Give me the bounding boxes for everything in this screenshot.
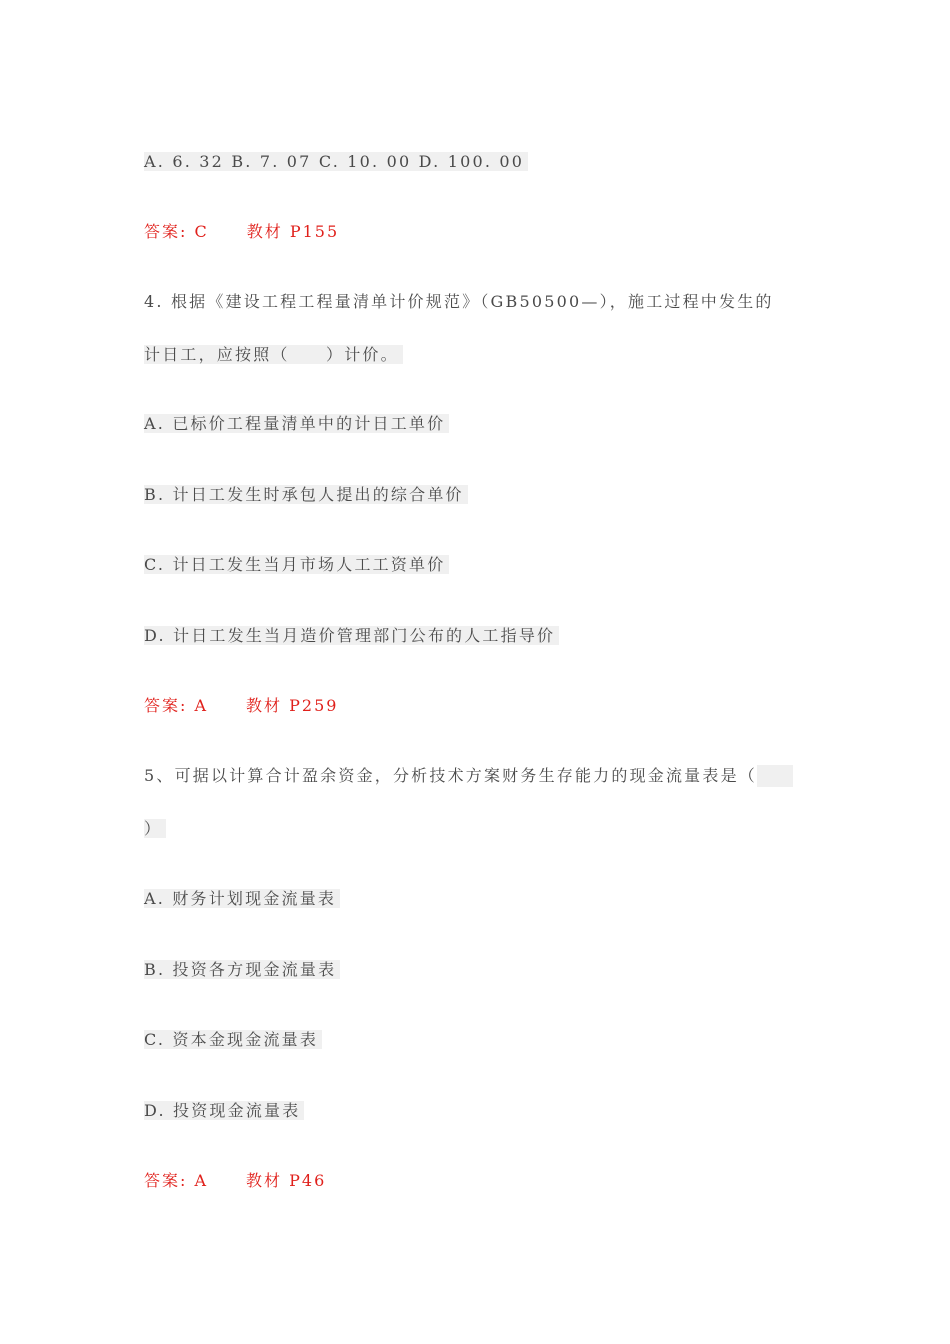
q3-answer <box>144 221 339 243</box>
q4-option-b <box>144 484 468 506</box>
q3-answer-label: 答案: C <box>144 222 209 241</box>
q5-answer-ref: 教材 P46 <box>246 1171 327 1190</box>
q5-answer <box>144 1170 326 1192</box>
q4-stem-line1 <box>144 291 774 313</box>
q4-stem-text1: 4. 根据《建设工程工程量清单计价规范》（GB50500—），施工过程中发生的 <box>144 292 774 311</box>
q5-stem-text1: 5、可据以计算合计盈余资金，分析技术方案财务生存能力的现金流量表是（ <box>144 766 757 785</box>
q3-answer-ref: 教材 P155 <box>246 222 340 241</box>
q4-answer <box>144 695 338 717</box>
q3-options-line <box>144 151 528 173</box>
q4-option-d-text: D. 计日工发生当月造价管理部门公布的人工指导价 <box>144 626 559 645</box>
q4-option-c-text: C. 计日工发生当月市场人工工资单价 <box>144 555 449 574</box>
q4-option-d <box>144 625 559 647</box>
q5-option-b <box>144 959 340 981</box>
q5-option-c <box>144 1029 322 1051</box>
q5-stem-line2 <box>144 818 166 840</box>
q4-option-b-text: B. 计日工发生时承包人提出的综合单价 <box>144 485 468 504</box>
q4-stem-line2 <box>144 344 403 366</box>
q4-option-c <box>144 554 449 576</box>
q5-answer-label: 答案: A <box>144 1171 209 1190</box>
q3-options-text: A. 6. 32 B. 7. 07 C. 10. 00 D. 100. 00 <box>144 152 528 171</box>
q5-stem-text2: ） <box>144 819 166 838</box>
q5-option-b-text: B. 投资各方现金流量表 <box>144 960 340 979</box>
q4-answer-label: 答案: A <box>144 696 209 715</box>
q5-stem-line1 <box>144 765 793 787</box>
q5-option-d <box>144 1100 304 1122</box>
q4-option-a <box>144 413 449 435</box>
q5-option-c-text: C. 资本金现金流量表 <box>144 1030 322 1049</box>
q4-stem-text2: 计日工，应按照（ ）计价。 <box>144 345 403 364</box>
q4-option-a-text: A. 已标价工程量清单中的计日工单价 <box>144 414 449 433</box>
q4-answer-ref: 教材 P259 <box>246 696 339 715</box>
q5-blank-shade <box>757 765 793 787</box>
q5-option-a-text: A. 财务计划现金流量表 <box>144 889 340 908</box>
q5-option-d-text: D. 投资现金流量表 <box>144 1101 304 1120</box>
q5-option-a <box>144 888 340 910</box>
